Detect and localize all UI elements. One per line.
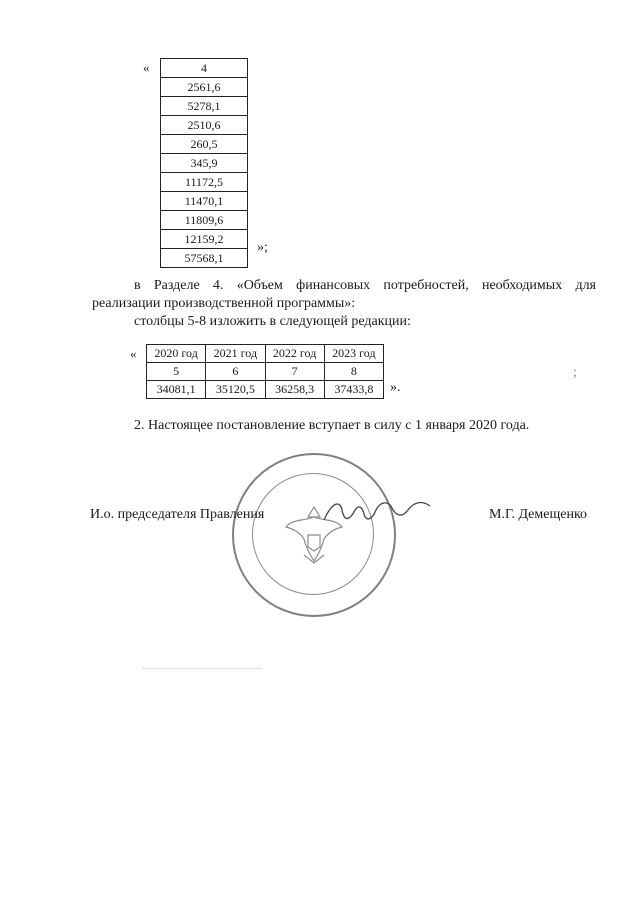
table-cell: 6 [206, 363, 265, 381]
table-row [161, 116, 248, 135]
table-cell: 2561,6 [161, 78, 248, 97]
table-cell: 12159,2 [161, 230, 248, 249]
table-row [161, 135, 248, 154]
table-header-row [147, 345, 384, 363]
header-cell: 2023 год [324, 345, 383, 363]
table-cell: 11470,1 [161, 192, 248, 211]
signer-name: М.Г. Демещенко [489, 507, 588, 522]
header-cell: 2022 год [265, 345, 324, 363]
table-cell: 4 [161, 59, 248, 78]
table-cell: 345,9 [161, 154, 248, 173]
section-line-3: столбцы 5-8 изложить в следующей редакции: [134, 314, 411, 329]
table-row [161, 230, 248, 249]
table-cell: 34081,1 [147, 381, 206, 399]
table-cell: 57568,1 [161, 249, 248, 268]
section-line-2: реализации производственной программы»: [92, 296, 356, 311]
table-cell: 36258,3 [265, 381, 324, 399]
table-row [161, 211, 248, 230]
official-seal [232, 453, 396, 617]
section-line-1: в Разделе 4. «Объем финансовых потребностей, необходимых для [134, 278, 596, 293]
table-row [161, 78, 248, 97]
table-cell: 7 [265, 363, 324, 381]
table-row [161, 249, 248, 268]
table1-close-quote: »; [257, 240, 268, 255]
table-cell: 5 [147, 363, 206, 381]
table-cell: 260,5 [161, 135, 248, 154]
header-cell: 2021 год [206, 345, 265, 363]
table-row [147, 363, 384, 381]
table-row [161, 173, 248, 192]
table-row [147, 381, 384, 399]
table-row [161, 97, 248, 116]
table-cell: 37433,8 [324, 381, 383, 399]
values-table-column4 [160, 58, 248, 268]
faint-dotted-mark [143, 668, 261, 669]
years-table [146, 344, 384, 399]
table-cell: 8 [324, 363, 383, 381]
clause-2: 2. Настоящее постановление вступает в силу с 1 января 2020 года. [134, 418, 530, 433]
table-cell: 35120,5 [206, 381, 265, 399]
table-cell: 2510,6 [161, 116, 248, 135]
table1-open-quote: « [143, 60, 150, 75]
header-cell: 2020 год [147, 345, 206, 363]
stray-mark: ; [573, 365, 577, 380]
table-cell: 11172,5 [161, 173, 248, 192]
table-row [161, 154, 248, 173]
table-cell: 11809,6 [161, 211, 248, 230]
signer-title: И.о. председателя Правления [90, 507, 265, 522]
table2-open-quote: « [130, 346, 137, 361]
table-row [161, 192, 248, 211]
table2-close-quote: ». [390, 380, 401, 395]
table-cell: 5278,1 [161, 97, 248, 116]
table-row [161, 59, 248, 78]
handwritten-signature-icon [318, 496, 436, 528]
